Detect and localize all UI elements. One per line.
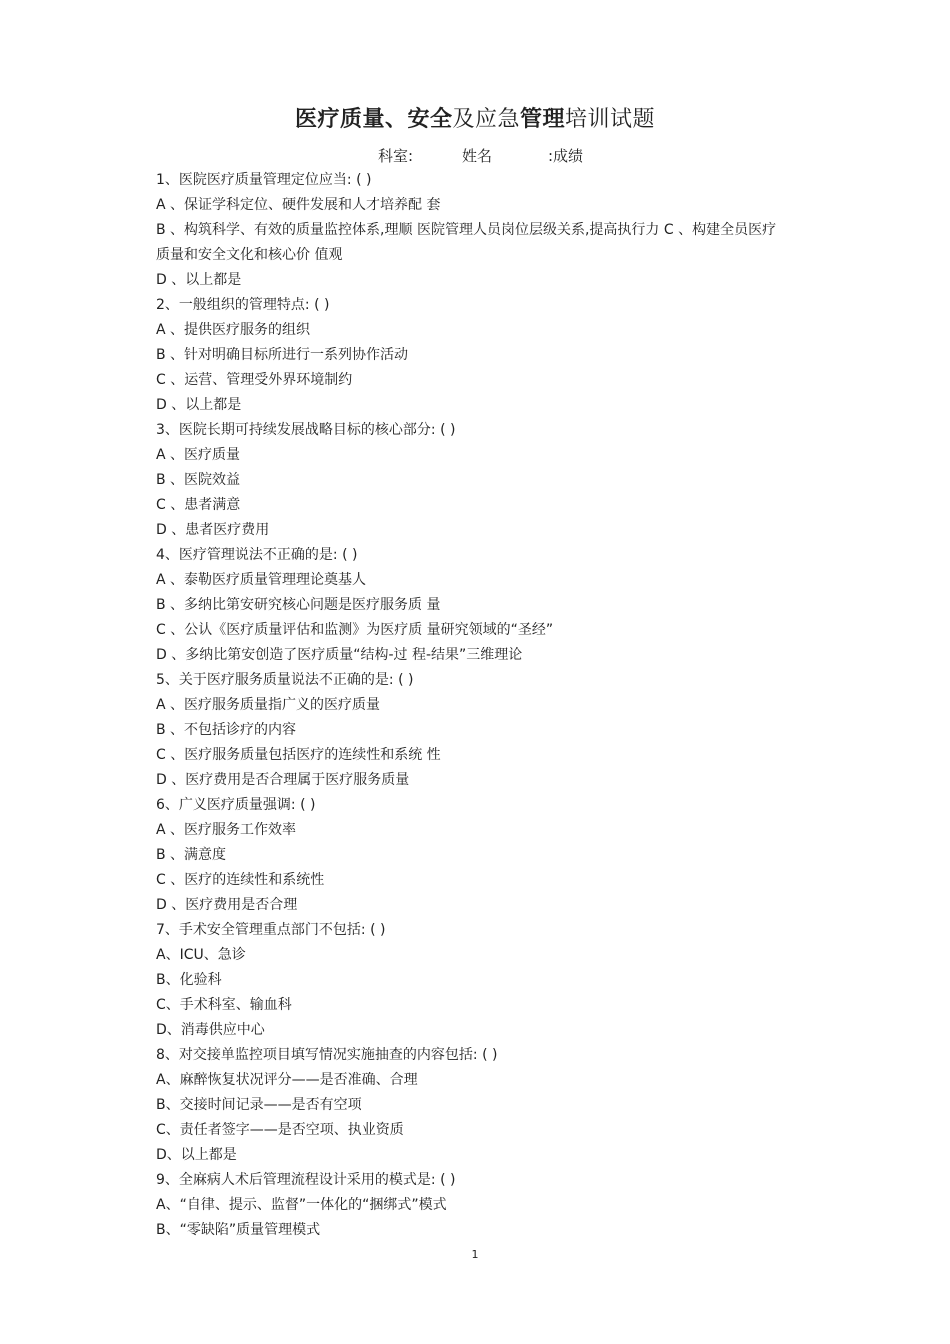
text-line: 质量和安全文化和核心价 值观 [156,247,343,263]
text-line: C、手术科室、输血科 [156,997,292,1013]
text-line: 5、关于医疗服务质量说法不正确的是: ( ) [156,672,414,688]
text-line: A、ICU、急诊 [156,947,246,963]
text-line: A 、提供医疗服务的组织 [156,322,311,338]
text-line: D 、医疗费用是否合理 [156,897,298,913]
text-line: B、交接时间记录——是否有空项 [156,1097,362,1113]
page-title [0,104,950,136]
text-line: B 、医院效益 [156,472,241,488]
text-line: 4、医疗管理说法不正确的是: ( ) [156,547,358,563]
title-part-1: 医疗质量、安全 [294,107,453,132]
text-line: 9、全麻病人术后管理流程设计采用的模式是: ( ) [156,1172,456,1188]
title-part-2: 及应急 [452,107,520,132]
text-line: C、责任者签字——是否空项、执业资质 [156,1122,404,1138]
text-line: D、以上都是 [156,1147,237,1163]
text-line: B、“零缺陷”质量管理模式 [156,1222,321,1238]
text-line: D 、以上都是 [156,272,242,288]
text-line: C 、公认《医疗质量评估和监测》为医疗质 量研究领域的“圣经” [156,622,554,638]
text-line: B 、满意度 [156,847,227,863]
text-line: 7、手术安全管理重点部门不包括: ( ) [156,922,386,938]
text-line: A 、医疗服务质量指广义的医疗质量 [156,697,381,713]
text-line: C 、运营、管理受外界环境制约 [156,372,353,388]
text-line: B 、构筑科学、有效的质量监控体系,理顺 医院管理人员岗位层级关系,提高执行力 C 、构建全员医疗 [156,222,777,238]
page-number: 1 [471,1248,479,1261]
text-line: A 、医疗质量 [156,447,241,463]
text-line: B 、针对明确目标所进行一系列协作活动 [156,347,409,363]
text-line: A 、泰勒医疗质量管理理论奠基人 [156,572,367,588]
text-line: A、麻醉恢复状况评分——是否准确、合理 [156,1072,418,1088]
text-line: A、“自律、提示、监督”一体化的“捆绑式”模式 [156,1197,447,1213]
text-line: A 、保证学科定位、硬件发展和人才培养配 套 [156,197,441,213]
department-label: 科室: [378,147,414,165]
title-part-3: 管理 [520,107,566,132]
text-line: A 、医疗服务工作效率 [156,822,297,838]
text-line: 1、医院医疗质量管理定位应当: ( ) [156,172,372,188]
text-line: D 、医疗费用是否合理属于医疗服务质量 [156,772,410,788]
text-line: B、化验科 [156,972,222,988]
text-line: D 、患者医疗费用 [156,522,270,538]
score-label: :成绩 [548,147,584,165]
text-line: 3、医院长期可持续发展战略目标的核心部分: ( ) [156,422,456,438]
question-list [156,168,816,1243]
text-line: C 、患者满意 [156,497,241,513]
text-line: D、消毒供应中心 [156,1022,265,1038]
text-line: C 、医疗的连续性和系统性 [156,872,325,888]
title-part-4: 培训试题 [565,107,656,132]
text-line: D 、以上都是 [156,397,242,413]
text-line: D 、多纳比第安创造了医疗质量“结构-过 程-结果”三维理论 [156,647,523,663]
text-line: 6、广义医疗质量强调: ( ) [156,797,316,813]
name-label: 姓名 [462,147,493,165]
text-line: 2、一般组织的管理特点: ( ) [156,297,330,313]
text-line: C 、医疗服务质量包括医疗的连续性和系统 性 [156,747,441,763]
text-line: B 、多纳比第安研究核心问题是医疗服务质 量 [156,597,441,613]
text-line: 8、对交接单监控项目填写情况实施抽查的内容包括: ( ) [156,1047,498,1063]
text-line: B 、不包括诊疗的内容 [156,722,297,738]
